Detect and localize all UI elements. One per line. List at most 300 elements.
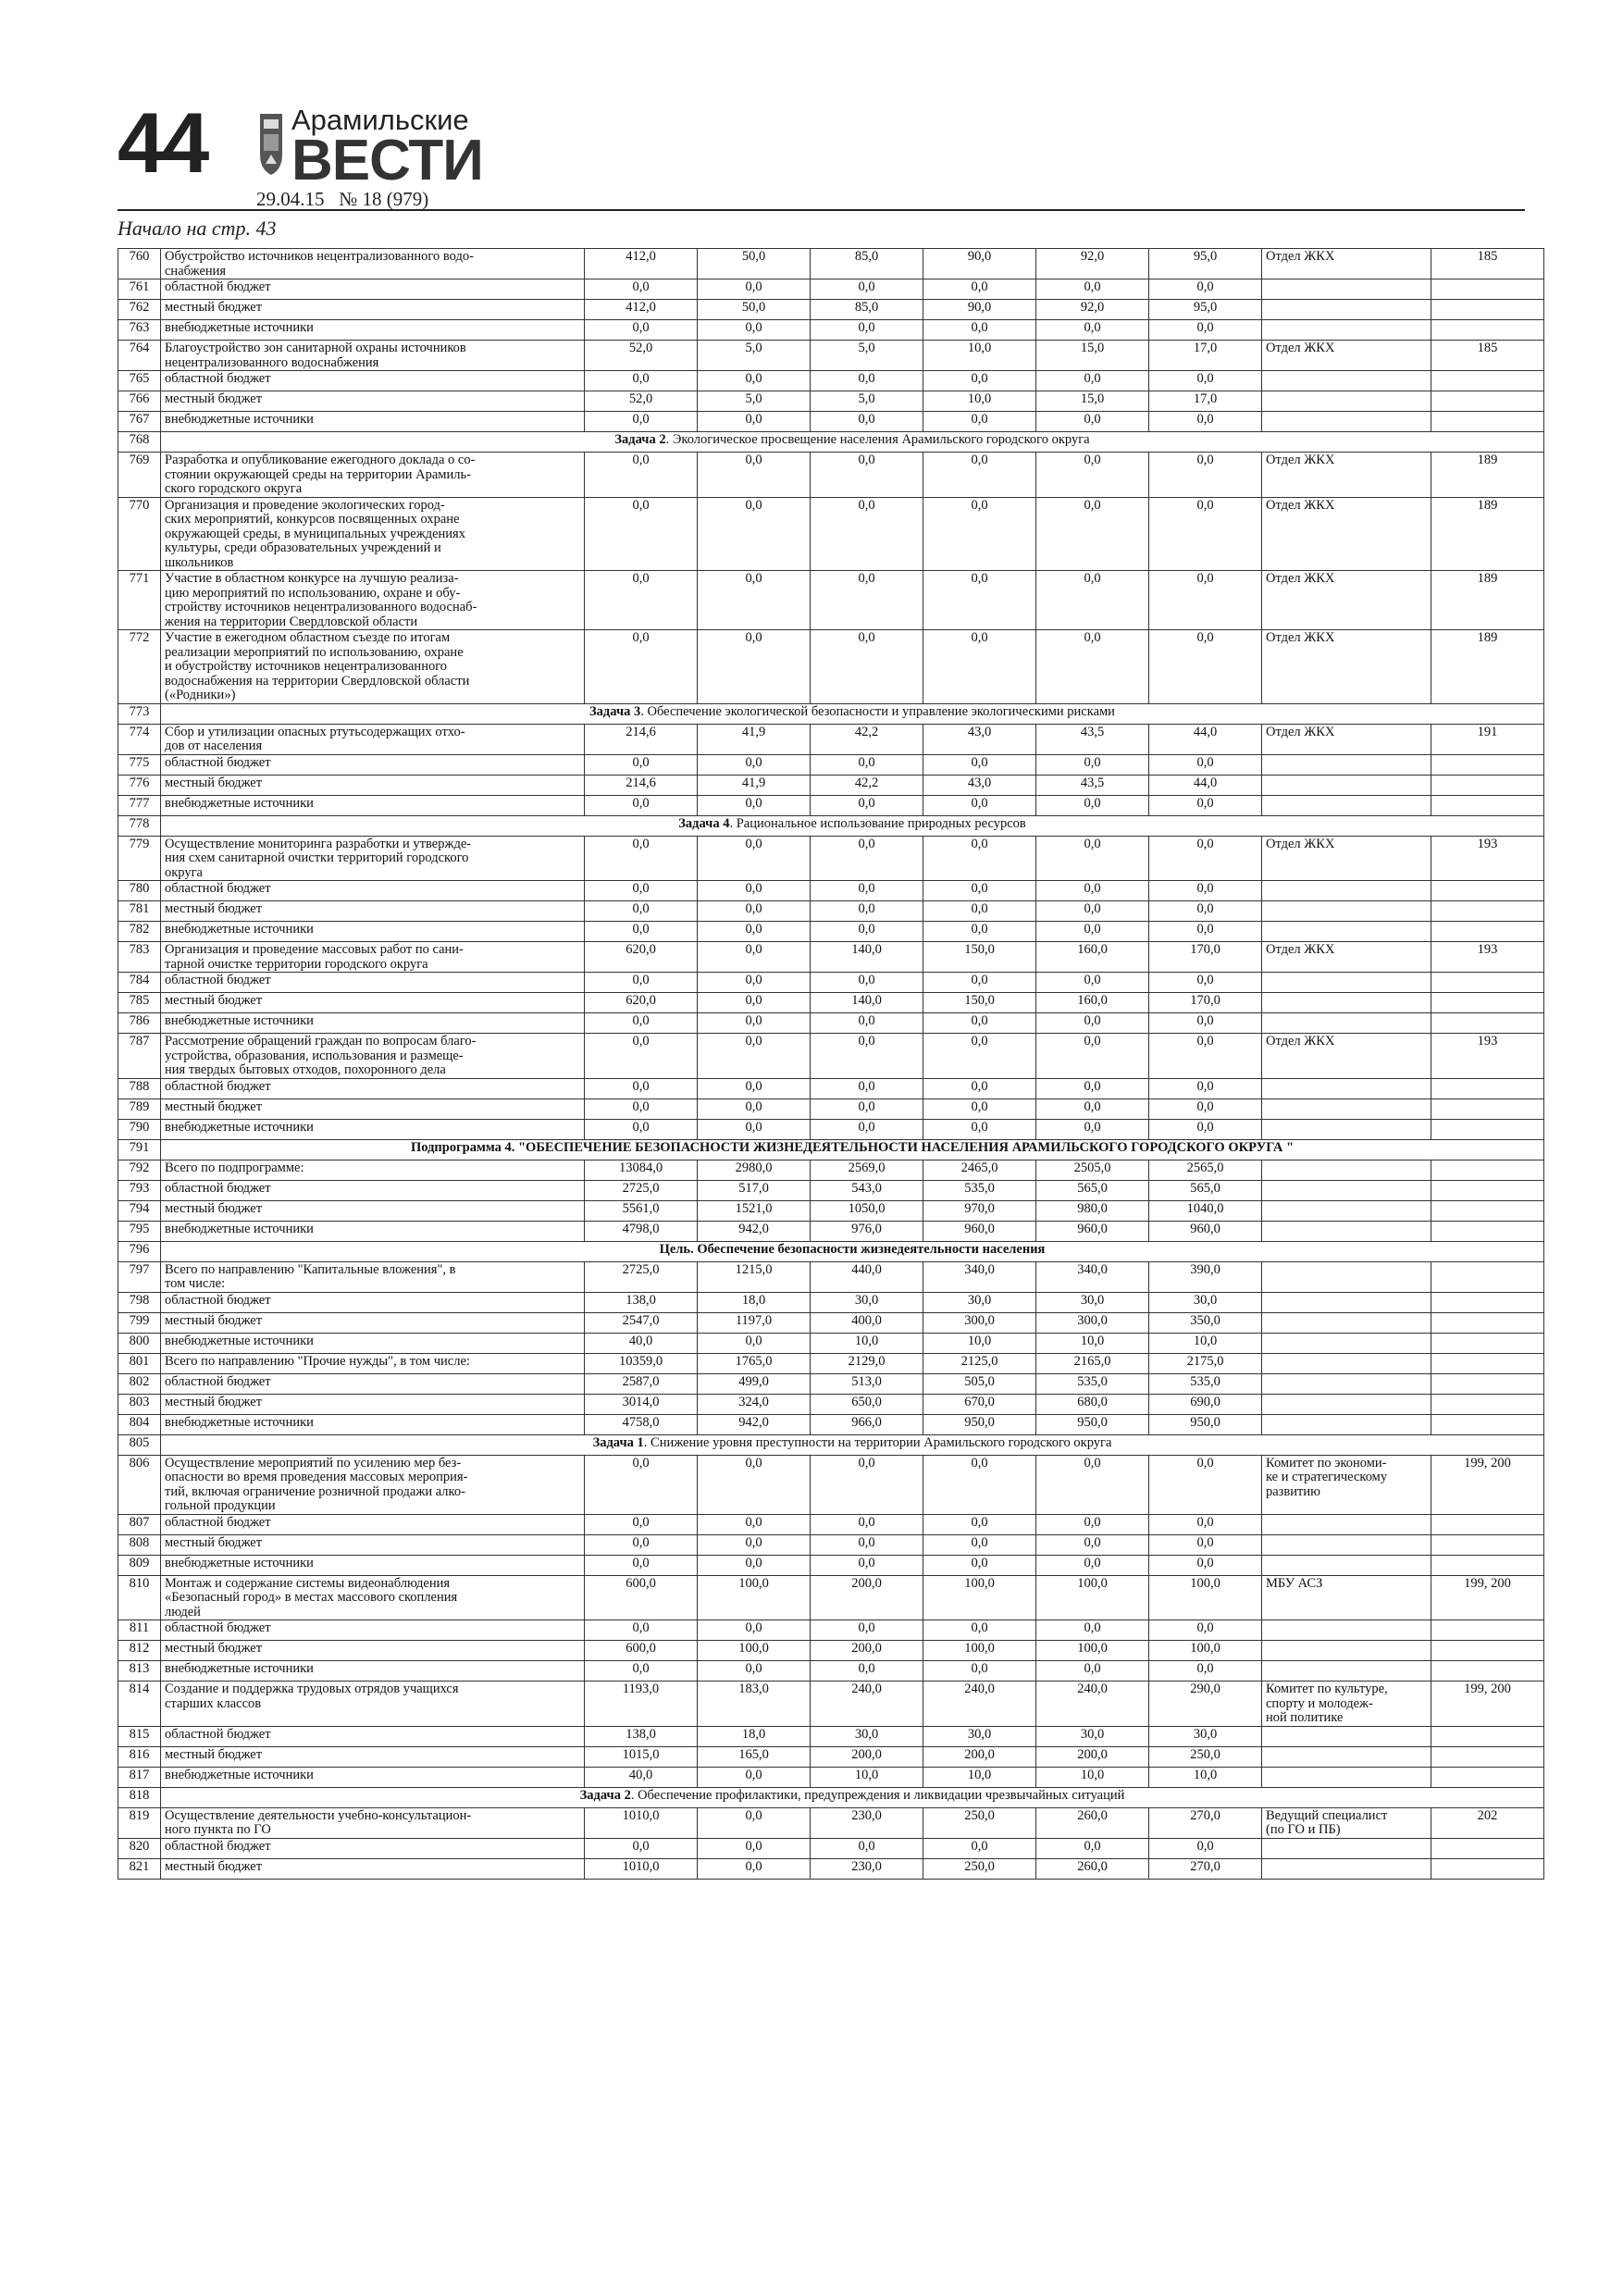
row-number: 799: [118, 1312, 161, 1333]
value-cell: 40,0: [585, 1767, 698, 1787]
value-cell: 0,0: [811, 901, 923, 922]
value-cell: 0,0: [1149, 1514, 1262, 1534]
value-cell: 85,0: [811, 300, 923, 320]
responsible-cell: [1262, 1098, 1431, 1119]
reference-cell: [1431, 922, 1544, 942]
table-row: [118, 571, 1544, 630]
row-name: Создание и поддержка трудовых отрядов учащихся старших классов: [161, 1682, 585, 1727]
value-cell: 0,0: [585, 836, 698, 881]
reference-cell: [1431, 1767, 1544, 1787]
value-cell: 960,0: [1149, 1221, 1262, 1241]
responsible-cell: [1262, 1767, 1431, 1787]
value-cell: 0,0: [1036, 1078, 1149, 1098]
table-row: [118, 1787, 1544, 1807]
value-cell: 535,0: [1036, 1373, 1149, 1394]
value-cell: 0,0: [923, 836, 1036, 881]
row-name: областной бюджет: [161, 1078, 585, 1098]
row-name: Благоустройство зон санитарной охраны источников нецентрализованного водоснабжения: [161, 341, 585, 371]
value-cell: 0,0: [811, 836, 923, 881]
row-name: местный бюджет: [161, 1641, 585, 1661]
responsible-cell: [1262, 795, 1431, 815]
row-name: областной бюджет: [161, 1292, 585, 1312]
value-cell: 0,0: [585, 453, 698, 498]
value-cell: 980,0: [1036, 1200, 1149, 1221]
reference-cell: [1431, 1119, 1544, 1139]
value-cell: 5,0: [698, 391, 811, 412]
value-cell: 0,0: [698, 901, 811, 922]
reference-cell: 199, 200: [1431, 1575, 1544, 1620]
value-cell: 165,0: [698, 1746, 811, 1767]
value-cell: 0,0: [1149, 1534, 1262, 1555]
value-cell: 0,0: [585, 279, 698, 300]
row-number: 808: [118, 1534, 161, 1555]
row-number: 777: [118, 795, 161, 815]
value-cell: 0,0: [811, 371, 923, 391]
row-name: Участие в областном конкурсе на лучшую реализа- цию мероприятий по использованию, охране и обу- стройству источников нецентрализованного водоснаб- жения на территории Свердловской области: [161, 571, 585, 630]
value-cell: 0,0: [1036, 412, 1149, 432]
reference-cell: [1431, 754, 1544, 775]
value-cell: 300,0: [923, 1312, 1036, 1333]
value-cell: 0,0: [811, 1013, 923, 1034]
value-cell: 0,0: [923, 1078, 1036, 1098]
value-cell: 0,0: [1149, 1455, 1262, 1514]
row-name: Всего по подпрограмме:: [161, 1160, 585, 1180]
value-cell: 1197,0: [698, 1312, 811, 1333]
table-row: [118, 1534, 1544, 1555]
table-row: [118, 1514, 1544, 1534]
value-cell: 680,0: [1036, 1394, 1149, 1414]
value-cell: 10359,0: [585, 1353, 698, 1373]
value-cell: 0,0: [811, 973, 923, 993]
table-row: [118, 412, 1544, 432]
responsible-cell: Отдел ЖКХ: [1262, 724, 1431, 754]
value-cell: 960,0: [923, 1221, 1036, 1241]
value-cell: 0,0: [585, 881, 698, 901]
table-row: [118, 703, 1544, 724]
value-cell: 0,0: [698, 1119, 811, 1139]
value-cell: 0,0: [585, 1514, 698, 1534]
value-cell: 543,0: [811, 1180, 923, 1200]
value-cell: 0,0: [811, 630, 923, 704]
table-row: [118, 1373, 1544, 1394]
value-cell: 0,0: [698, 993, 811, 1013]
value-cell: 0,0: [1149, 1098, 1262, 1119]
value-cell: 200,0: [1036, 1746, 1149, 1767]
table-row: [118, 341, 1544, 371]
row-name: Монтаж и содержание системы видеонаблюдения «Безопасный город» в местах массового скопления людей: [161, 1575, 585, 1620]
value-cell: 260,0: [1036, 1858, 1149, 1879]
row-number: 782: [118, 922, 161, 942]
row-name: Всего по направлению "Прочие нужды", в том числе:: [161, 1353, 585, 1373]
row-number: 796: [118, 1241, 161, 1261]
value-cell: 95,0: [1149, 249, 1262, 279]
table-row: [118, 300, 1544, 320]
value-cell: 43,0: [923, 724, 1036, 754]
value-cell: 85,0: [811, 249, 923, 279]
value-cell: 10,0: [923, 1333, 1036, 1353]
row-name: Организация и проведение массовых работ по сани- тарной очистке территории городского округа: [161, 942, 585, 973]
value-cell: 0,0: [923, 571, 1036, 630]
value-cell: 200,0: [811, 1575, 923, 1620]
section-heading: Подпрограмма 4. "ОБЕСПЕЧЕНИЕ БЕЗОПАСНОСТИ ЖИЗНЕДЕЯТЕЛЬНОСТИ НАСЕЛЕНИЯ АРАМИЛЬСКОГО ГОРОДСКОГО ОКРУГА ": [161, 1139, 1544, 1160]
row-number: 807: [118, 1514, 161, 1534]
responsible-cell: [1262, 1620, 1431, 1641]
value-cell: 170,0: [1149, 942, 1262, 973]
row-number: 773: [118, 703, 161, 724]
row-number: 816: [118, 1746, 161, 1767]
value-cell: 0,0: [585, 371, 698, 391]
reference-cell: [1431, 279, 1544, 300]
table-row: [118, 942, 1544, 973]
value-cell: 0,0: [698, 279, 811, 300]
value-cell: 1040,0: [1149, 1200, 1262, 1221]
value-cell: 30,0: [1149, 1292, 1262, 1312]
value-cell: 0,0: [1036, 497, 1149, 571]
row-name: областной бюджет: [161, 973, 585, 993]
row-number: 790: [118, 1119, 161, 1139]
row-name: Участие в ежегодном областном съезде по итогам реализации мероприятий по использованию, охране и обустройству источников нецентрализованного водоснабжения на территории Свердловской области («Родники»): [161, 630, 585, 704]
value-cell: 138,0: [585, 1726, 698, 1746]
value-cell: 0,0: [811, 412, 923, 432]
row-number: 803: [118, 1394, 161, 1414]
value-cell: 0,0: [923, 412, 1036, 432]
responsible-cell: [1262, 1119, 1431, 1139]
value-cell: 5,0: [698, 341, 811, 371]
value-cell: 100,0: [1036, 1641, 1149, 1661]
row-name: областной бюджет: [161, 1514, 585, 1534]
row-name: внебюджетные источники: [161, 320, 585, 341]
value-cell: 0,0: [585, 922, 698, 942]
table-row: [118, 1200, 1544, 1221]
row-name: областной бюджет: [161, 371, 585, 391]
value-cell: 0,0: [698, 571, 811, 630]
responsible-cell: [1262, 1394, 1431, 1414]
reference-cell: [1431, 1838, 1544, 1858]
responsible-cell: [1262, 901, 1431, 922]
responsible-cell: Отдел ЖКХ: [1262, 571, 1431, 630]
value-cell: 2505,0: [1036, 1160, 1149, 1180]
responsible-cell: [1262, 1373, 1431, 1394]
value-cell: 18,0: [698, 1292, 811, 1312]
reference-cell: [1431, 1200, 1544, 1221]
value-cell: 650,0: [811, 1394, 923, 1414]
table-row: [118, 1434, 1544, 1455]
row-name: областной бюджет: [161, 1838, 585, 1858]
responsible-cell: [1262, 973, 1431, 993]
value-cell: 10,0: [1149, 1333, 1262, 1353]
row-name: местный бюджет: [161, 1534, 585, 1555]
responsible-cell: Комитет по экономи- ке и стратегическому развитию: [1262, 1455, 1431, 1514]
value-cell: 0,0: [698, 320, 811, 341]
value-cell: 2725,0: [585, 1261, 698, 1292]
value-cell: 240,0: [923, 1682, 1036, 1727]
responsible-cell: [1262, 391, 1431, 412]
reference-cell: [1431, 973, 1544, 993]
value-cell: 0,0: [698, 497, 811, 571]
responsible-cell: Отдел ЖКХ: [1262, 453, 1431, 498]
value-cell: 41,9: [698, 775, 811, 795]
value-cell: 0,0: [1036, 279, 1149, 300]
row-number: 801: [118, 1353, 161, 1373]
value-cell: 0,0: [698, 1333, 811, 1353]
responsible-cell: [1262, 993, 1431, 1013]
table-row: [118, 922, 1544, 942]
table-row: [118, 1241, 1544, 1261]
value-cell: 0,0: [1149, 795, 1262, 815]
value-cell: 0,0: [698, 1620, 811, 1641]
value-cell: 0,0: [585, 1534, 698, 1555]
row-number: 768: [118, 432, 161, 453]
value-cell: 340,0: [923, 1261, 1036, 1292]
table-row: [118, 453, 1544, 498]
value-cell: 50,0: [698, 300, 811, 320]
row-name: Сбор и утилизации опасных ртутьсодержащих отхо- дов от населения: [161, 724, 585, 754]
value-cell: 0,0: [923, 1514, 1036, 1534]
value-cell: 690,0: [1149, 1394, 1262, 1414]
value-cell: 43,0: [923, 775, 1036, 795]
value-cell: 1765,0: [698, 1353, 811, 1373]
value-cell: 260,0: [1036, 1807, 1149, 1838]
value-cell: 440,0: [811, 1261, 923, 1292]
value-cell: 2175,0: [1149, 1353, 1262, 1373]
reference-cell: 202: [1431, 1807, 1544, 1838]
value-cell: 0,0: [811, 1514, 923, 1534]
value-cell: 92,0: [1036, 300, 1149, 320]
value-cell: 150,0: [923, 942, 1036, 973]
value-cell: 513,0: [811, 1373, 923, 1394]
value-cell: 0,0: [698, 1098, 811, 1119]
table-row: [118, 775, 1544, 795]
value-cell: 0,0: [923, 1119, 1036, 1139]
row-number: 798: [118, 1292, 161, 1312]
value-cell: 565,0: [1036, 1180, 1149, 1200]
row-name: областной бюджет: [161, 1620, 585, 1641]
reference-cell: [1431, 1180, 1544, 1200]
value-cell: 0,0: [923, 754, 1036, 775]
value-cell: 0,0: [585, 973, 698, 993]
value-cell: 950,0: [1149, 1414, 1262, 1434]
value-cell: 2587,0: [585, 1373, 698, 1394]
value-cell: 0,0: [923, 901, 1036, 922]
row-number: 794: [118, 1200, 161, 1221]
value-cell: 0,0: [1149, 1620, 1262, 1641]
value-cell: 2125,0: [923, 1353, 1036, 1373]
value-cell: 0,0: [1036, 836, 1149, 881]
value-cell: 52,0: [585, 341, 698, 371]
value-cell: 300,0: [1036, 1312, 1149, 1333]
section-heading: Цель. Обеспечение безопасности жизнедеятельности населения: [161, 1241, 1544, 1261]
value-cell: 0,0: [585, 412, 698, 432]
table-row: [118, 973, 1544, 993]
value-cell: 0,0: [1149, 571, 1262, 630]
reference-cell: [1431, 1414, 1544, 1434]
value-cell: 620,0: [585, 942, 698, 973]
reference-cell: 199, 200: [1431, 1455, 1544, 1514]
responsible-cell: [1262, 1858, 1431, 1879]
reference-cell: 185: [1431, 249, 1544, 279]
value-cell: 0,0: [1036, 571, 1149, 630]
row-number: 789: [118, 1098, 161, 1119]
value-cell: 390,0: [1149, 1261, 1262, 1292]
table-row: [118, 1575, 1544, 1620]
reference-cell: [1431, 1160, 1544, 1180]
task-label: Задача 1: [592, 1434, 644, 1450]
value-cell: 942,0: [698, 1414, 811, 1434]
value-cell: 0,0: [585, 320, 698, 341]
row-name: внебюджетные источники: [161, 1767, 585, 1787]
value-cell: 0,0: [811, 1661, 923, 1682]
reference-cell: [1431, 1221, 1544, 1241]
reference-cell: [1431, 1641, 1544, 1661]
responsible-cell: [1262, 1641, 1431, 1661]
value-cell: 15,0: [1036, 341, 1149, 371]
value-cell: 0,0: [585, 1555, 698, 1575]
row-name: местный бюджет: [161, 1746, 585, 1767]
value-cell: 340,0: [1036, 1261, 1149, 1292]
value-cell: 250,0: [1149, 1746, 1262, 1767]
table-row: [118, 1555, 1544, 1575]
value-cell: 2129,0: [811, 1353, 923, 1373]
value-cell: 40,0: [585, 1333, 698, 1353]
task-label: Задача 2: [579, 1787, 631, 1803]
value-cell: 412,0: [585, 249, 698, 279]
value-cell: 200,0: [923, 1746, 1036, 1767]
responsible-cell: [1262, 320, 1431, 341]
row-number: 786: [118, 1013, 161, 1034]
reference-cell: [1431, 412, 1544, 432]
value-cell: 100,0: [1149, 1641, 1262, 1661]
row-name: Осуществление деятельности учебно-консультацион- ного пункта по ГО: [161, 1807, 585, 1838]
table-row: [118, 1098, 1544, 1119]
value-cell: 0,0: [923, 371, 1036, 391]
table-row: [118, 1139, 1544, 1160]
row-number: 821: [118, 1858, 161, 1879]
responsible-cell: [1262, 1261, 1431, 1292]
task-label: Задача 4: [678, 815, 730, 831]
value-cell: 100,0: [923, 1575, 1036, 1620]
table-row: [118, 795, 1544, 815]
value-cell: 505,0: [923, 1373, 1036, 1394]
value-cell: 214,6: [585, 775, 698, 795]
value-cell: 0,0: [698, 1078, 811, 1098]
value-cell: 0,0: [811, 1534, 923, 1555]
value-cell: 0,0: [811, 1838, 923, 1858]
responsible-cell: [1262, 300, 1431, 320]
value-cell: 4758,0: [585, 1414, 698, 1434]
value-cell: 0,0: [1149, 922, 1262, 942]
row-number: 779: [118, 836, 161, 881]
value-cell: 0,0: [1036, 1119, 1149, 1139]
value-cell: 0,0: [1036, 1555, 1149, 1575]
row-name: областной бюджет: [161, 279, 585, 300]
responsible-cell: Ведущий специалист (по ГО и ПБ): [1262, 1807, 1431, 1838]
table-row: [118, 1312, 1544, 1333]
table-row: [118, 1767, 1544, 1787]
table-row: [118, 724, 1544, 754]
row-number: 784: [118, 973, 161, 993]
value-cell: 10,0: [923, 391, 1036, 412]
reference-cell: 189: [1431, 497, 1544, 571]
table-row: [118, 630, 1544, 704]
responsible-cell: [1262, 1661, 1431, 1682]
responsible-cell: Отдел ЖКХ: [1262, 630, 1431, 704]
responsible-cell: [1262, 1221, 1431, 1241]
row-number: 778: [118, 815, 161, 836]
value-cell: 0,0: [585, 795, 698, 815]
value-cell: 43,5: [1036, 775, 1149, 795]
responsible-cell: [1262, 1353, 1431, 1373]
value-cell: 960,0: [1036, 1221, 1149, 1241]
value-cell: 270,0: [1149, 1807, 1262, 1838]
value-cell: 3014,0: [585, 1394, 698, 1414]
value-cell: 0,0: [698, 881, 811, 901]
row-name: местный бюджет: [161, 775, 585, 795]
row-name: Обустройство источников нецентрализованного водо- снабжения: [161, 249, 585, 279]
row-number: 770: [118, 497, 161, 571]
value-cell: 13084,0: [585, 1160, 698, 1180]
row-number: 765: [118, 371, 161, 391]
reference-cell: 193: [1431, 1034, 1544, 1079]
value-cell: 0,0: [923, 279, 1036, 300]
value-cell: 0,0: [1036, 1620, 1149, 1641]
table-row: [118, 754, 1544, 775]
value-cell: 0,0: [1036, 1534, 1149, 1555]
table-row: [118, 320, 1544, 341]
value-cell: 0,0: [1149, 754, 1262, 775]
value-cell: 290,0: [1149, 1682, 1262, 1727]
value-cell: 95,0: [1149, 300, 1262, 320]
value-cell: 17,0: [1149, 391, 1262, 412]
value-cell: 160,0: [1036, 993, 1149, 1013]
row-number: 812: [118, 1641, 161, 1661]
value-cell: 1521,0: [698, 1200, 811, 1221]
reference-cell: 191: [1431, 724, 1544, 754]
table-row: [118, 1661, 1544, 1682]
value-cell: 0,0: [1149, 1661, 1262, 1682]
reference-cell: [1431, 391, 1544, 412]
value-cell: 0,0: [698, 754, 811, 775]
value-cell: 5,0: [811, 341, 923, 371]
row-number: 776: [118, 775, 161, 795]
value-cell: 0,0: [698, 371, 811, 391]
value-cell: 10,0: [811, 1767, 923, 1787]
row-name: местный бюджет: [161, 1394, 585, 1414]
value-cell: 0,0: [585, 1661, 698, 1682]
row-number: 783: [118, 942, 161, 973]
value-cell: 140,0: [811, 993, 923, 1013]
row-name: Осуществление мероприятий по усилению мер без- опасности во время проведения массовых мероприя- тий, включая ограничение розничной продажи алко- гольной продукции: [161, 1455, 585, 1514]
value-cell: 30,0: [811, 1726, 923, 1746]
value-cell: 2565,0: [1149, 1160, 1262, 1180]
row-name: внебюджетные источники: [161, 922, 585, 942]
value-cell: 0,0: [1036, 881, 1149, 901]
value-cell: 966,0: [811, 1414, 923, 1434]
value-cell: 230,0: [811, 1807, 923, 1838]
value-cell: 0,0: [585, 754, 698, 775]
reference-cell: [1431, 1098, 1544, 1119]
reference-cell: [1431, 1661, 1544, 1682]
value-cell: 0,0: [923, 1661, 1036, 1682]
value-cell: 0,0: [585, 1098, 698, 1119]
value-cell: 0,0: [585, 1034, 698, 1079]
table-row: [118, 1858, 1544, 1879]
value-cell: 44,0: [1149, 775, 1262, 795]
value-cell: 400,0: [811, 1312, 923, 1333]
table-row: [118, 497, 1544, 571]
value-cell: 100,0: [698, 1575, 811, 1620]
row-number: 785: [118, 993, 161, 1013]
value-cell: 10,0: [811, 1333, 923, 1353]
